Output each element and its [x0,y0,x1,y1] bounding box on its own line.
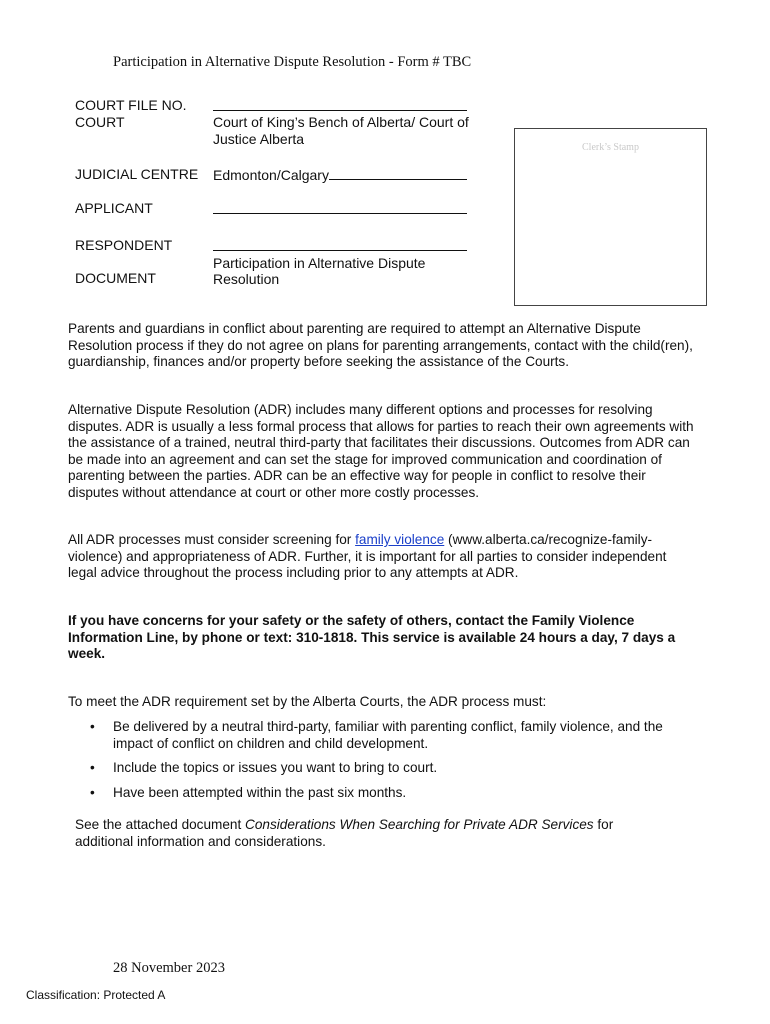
safety-notice-paragraph [68,613,698,663]
court-value-line2: Justice Alberta [213,131,305,147]
family-violence-link[interactable]: family violence [355,532,445,547]
safety-notice-text: If you have concerns for your safety or the safety of others, contact the Family Violence Information Line, by phone or text: 310-1818. This service is available 24 hours a day, 7 days a week. [68,613,676,661]
respondent-label: RESPONDENT [75,237,173,253]
judicial-centre-label: JUDICIAL CENTRE [75,166,199,182]
court-value-line1: Court of King’s Bench of Alberta/ Court of [213,114,469,130]
requirement-item: • Be delivered by a neutral third-party, familiar with parenting conflict, family violence, and the impact of conflict on children and child development. [68,719,698,752]
requirement-item: • Have been attempted within the past six months. [68,785,698,802]
respondent-blank[interactable] [213,237,467,251]
court-file-label: COURT FILE NO. [75,97,187,113]
considerations-document-title: Considerations When Searching for Private ADR Services [245,817,594,832]
applicant-blank[interactable] [213,200,467,214]
requirement-item: • Include the topics or issues you want to bring to court. [68,760,698,777]
screening-text-before: All ADR processes must consider screening for [68,532,356,547]
screening-text-after: (www.alberta.ca/recognize-family-violence) and appropriateness of ADR. Further, it is important for all parties to consider independent legal advice throughout the process including prior to any attempts at ADR. [68,532,667,580]
clerks-stamp-box [514,128,707,306]
requirements-list [68,719,698,809]
judicial-centre-value: Edmonton/Calgary [213,167,329,183]
screening-paragraph [68,532,698,582]
clerks-stamp-label: Clerk’s Stamp [582,142,639,153]
document-label: DOCUMENT [75,270,156,286]
court-file-number-blank[interactable] [213,97,467,111]
requirements-intro: To meet the ADR requirement set by the Alberta Courts, the ADR process must: [68,694,547,709]
see-attached-after: for additional information and considerations. [75,817,614,849]
adr-definition-paragraph: Alternative Dispute Resolution (ADR) includes many different options and processes for resolving disputes. ADR is usually a less formal process that allows for parties to reach their own agreements with the assistance of a trained, neutral third-party that facilitates their discussions. Outcomes from ADR can be made into an agreement and can set the stage for improved communication and coordination of parenting between the parties. ADR can be an effective way for people in conflict to resolve their disputes without attendance at court or other more costly processes. [68,402,694,500]
judicial-centre-blank[interactable] [329,166,467,180]
see-attached-before: See the attached document [75,817,246,832]
document-value-line1: Participation in Alternative Dispute [213,255,426,271]
document-date: 28 November 2023 [113,960,225,976]
applicant-label: APPLICANT [75,200,153,216]
see-attached-paragraph [75,817,675,850]
classification-label: Classification: Protected A [26,988,166,1002]
form-title: Participation in Alternative Dispute Resolution - Form # TBC [113,54,472,70]
court-label: COURT [75,114,125,130]
intro-paragraph: Parents and guardians in conflict about parenting are required to attempt an Alternative Dispute Resolution process if they do not agree on plans for parenting arrangements, contact with the child(ren), guardianship, finances and/or property before seeking the assistance of the Courts. [68,321,693,369]
document-value-line2: Resolution [213,271,280,287]
